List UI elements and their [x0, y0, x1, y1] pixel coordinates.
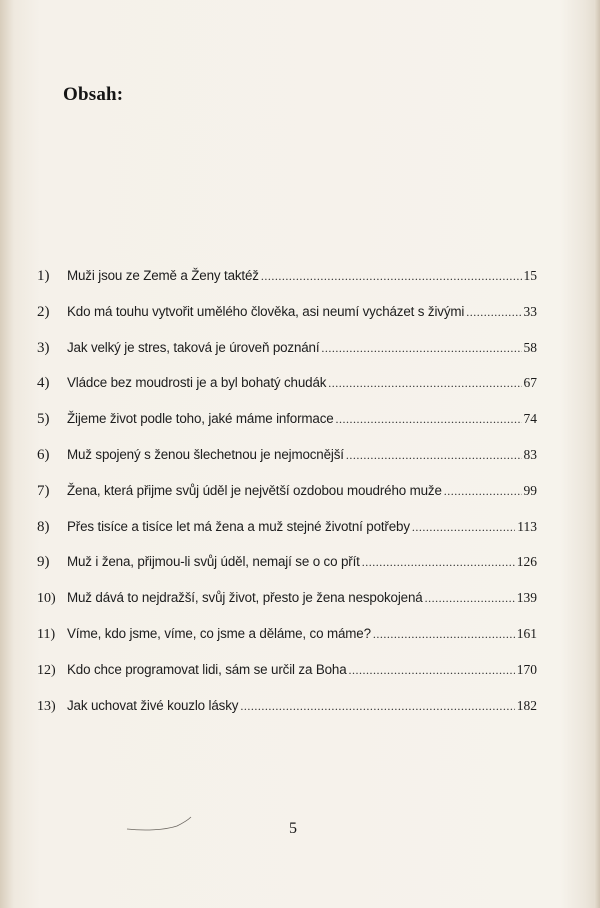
- toc-entry-number: 9): [37, 554, 50, 571]
- page-edge: [594, 0, 600, 908]
- toc-entry-page: 15: [523, 268, 537, 283]
- toc-entry: [37, 447, 537, 483]
- toc-entry-title: Víme, kdo jsme, víme, co jsme a děláme, co máme?: [67, 625, 371, 641]
- toc-entry: [37, 375, 537, 411]
- toc-entry-title: Žijeme život podle toho, jaké máme informace: [67, 411, 334, 427]
- toc-entry-page: 99: [523, 482, 537, 498]
- toc-entry-title: Muži jsou ze Země a Ženy taktéž: [67, 268, 259, 283]
- toc-entry-page: 58: [523, 339, 537, 355]
- toc-entry-leader: [349, 663, 515, 678]
- toc-entry-title: Kdo chce programovat lidi, sám se určil za Boha: [67, 661, 347, 677]
- toc-entry-number: 11): [37, 626, 56, 642]
- toc-entry: [37, 268, 537, 304]
- toc-entry-leader: [240, 699, 514, 714]
- toc-entry-number: 1): [37, 268, 50, 284]
- toc-entry: [37, 519, 537, 555]
- toc-entry-page: 113: [517, 518, 537, 534]
- toc-entry-leader: [373, 627, 515, 642]
- toc-entry-number: 6): [37, 446, 50, 463]
- toc-entry-number: 7): [37, 482, 50, 499]
- toc-entry: [37, 340, 537, 376]
- toc-entry-title: Vládce bez moudrosti je a byl bohatý chudák: [67, 375, 327, 391]
- toc-entry-title: Muž i žena, přijmou-li svůj úděl, nemají se o co přít: [67, 554, 360, 570]
- toc-entry-leader: [444, 484, 522, 499]
- toc-entry-leader: [261, 269, 522, 284]
- toc-entry-title: Kdo má touhu vytvořit umělého člověka, asi neumí vycházet s živými: [67, 303, 465, 319]
- toc-entry-leader: [412, 520, 515, 535]
- toc-entry-title: Přes tisíce a tisíce let má žena a muž stejné životní potřeby: [67, 518, 410, 534]
- toc-entry-leader: [425, 591, 515, 606]
- toc-entry-leader: [321, 341, 521, 356]
- toc-entry: [37, 554, 537, 590]
- toc-entry-title: Muž dává to nejdražší, svůj život, přesto je žena nespokojená: [67, 590, 423, 606]
- toc-entry-title: Jak uchovat živé kouzlo lásky: [67, 697, 239, 713]
- toc-entry-leader: [346, 448, 522, 463]
- toc-entry-title: Muž spojený s ženou šlechetnou je nejmocnější: [67, 446, 344, 462]
- toc-entry: [37, 626, 537, 662]
- page-heading: Obsah:: [63, 84, 124, 105]
- toc-entry-number: 3): [37, 339, 50, 356]
- toc-entry-page: 67: [523, 375, 537, 391]
- toc-entry-number: 13): [37, 698, 56, 714]
- toc-entry: [37, 304, 537, 340]
- toc-entry-page: 74: [523, 411, 537, 427]
- toc-entry-number: 4): [37, 375, 50, 392]
- toc-entry-leader: [466, 305, 521, 320]
- pencil-mark-icon: [125, 814, 195, 834]
- toc-entry-page: 182: [516, 697, 537, 713]
- toc-entry-number: 8): [37, 518, 50, 535]
- toc-entry-title: Žena, která přijme svůj úděl je největší ozdobou moudrého muže: [67, 482, 442, 498]
- table-of-contents: [37, 268, 537, 733]
- toc-entry-title: Jak velký je stres, taková je úroveň poznání: [67, 339, 320, 355]
- toc-entry: [37, 590, 537, 626]
- toc-entry-page: 139: [516, 590, 537, 606]
- toc-entry-leader: [328, 376, 521, 391]
- toc-entry-page: 83: [523, 446, 537, 462]
- toc-entry: [37, 483, 537, 519]
- toc-entry-page: 170: [516, 661, 537, 677]
- toc-entry-number: 5): [37, 411, 50, 428]
- toc-entry-number: 2): [37, 303, 50, 320]
- toc-entry-number: 10): [37, 591, 56, 607]
- toc-entry: [37, 662, 537, 698]
- toc-entry-leader: [362, 555, 515, 570]
- toc-entry-number: 12): [37, 662, 56, 678]
- page-number: 5: [289, 820, 297, 837]
- toc-entry: [37, 411, 537, 447]
- toc-entry-leader: [336, 412, 522, 427]
- toc-entry: [37, 698, 537, 734]
- toc-entry-page: 126: [516, 554, 537, 570]
- toc-entry-page: 33: [523, 303, 537, 319]
- toc-entry-page: 161: [516, 625, 537, 641]
